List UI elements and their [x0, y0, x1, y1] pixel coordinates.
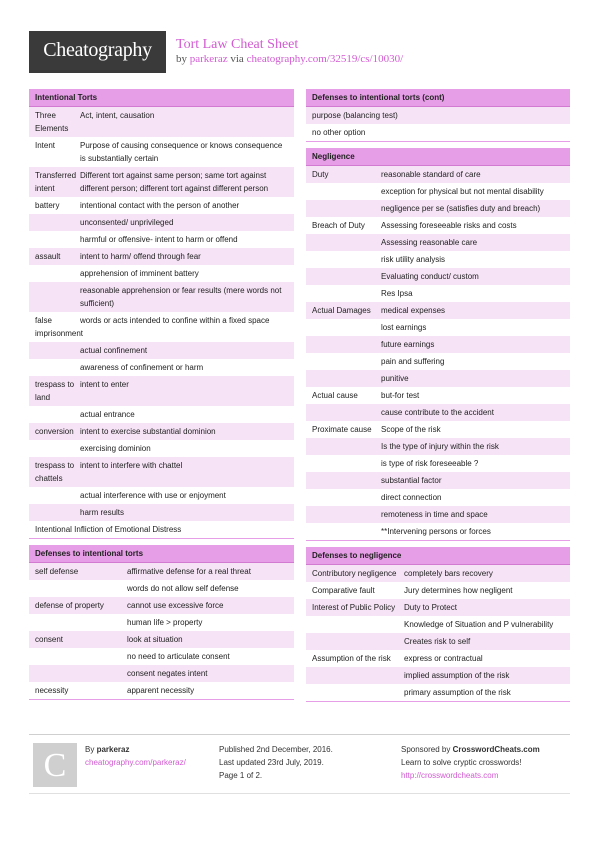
- row-term: [29, 489, 80, 502]
- table-row: [306, 633, 570, 650]
- row-term: [306, 669, 404, 682]
- table-row: [306, 268, 570, 285]
- row-term: [306, 253, 381, 266]
- section-end-rule: [306, 141, 570, 142]
- row-definition: Is the type of injury within the risk: [381, 442, 499, 451]
- row-term: [29, 361, 80, 374]
- row-definition: direct connection: [381, 493, 442, 502]
- table-row: [29, 597, 294, 614]
- row-term: [29, 344, 80, 357]
- row-definition: consent negates intent: [127, 669, 208, 678]
- row-definition: but-for test: [381, 391, 420, 400]
- table-row: [29, 137, 294, 167]
- table-row: [306, 489, 570, 506]
- left-column: [29, 89, 294, 706]
- row-term: [29, 408, 80, 421]
- row-term: [306, 440, 381, 453]
- row-term: Actual Damages: [312, 306, 371, 315]
- row-definition: words do not allow self defense: [127, 584, 239, 593]
- table-row: [29, 614, 294, 631]
- table-row: [29, 167, 294, 197]
- row-definition: Act, intent, causation: [80, 111, 155, 120]
- row-definition: Jury determines how negligent: [404, 586, 513, 595]
- row-definition: exception for physical but not mental disability: [381, 187, 544, 196]
- row-definition: actual confinement: [80, 346, 148, 355]
- table-row: [306, 523, 570, 540]
- row-definition: medical expenses: [381, 306, 446, 315]
- table-row: [29, 214, 294, 231]
- author-link[interactable]: parkeraz: [189, 53, 228, 65]
- byline: [176, 53, 403, 65]
- row-term: [306, 372, 381, 385]
- row-definition: negligence per se (satisfies duty and breach): [381, 204, 541, 213]
- table-row: [29, 107, 294, 137]
- row-term: trespass to chattels: [35, 461, 75, 483]
- row-definition: punitive: [381, 374, 409, 383]
- row-definition: apparent necessity: [127, 686, 195, 695]
- row-definition: awareness of confinement or harm: [80, 363, 204, 372]
- table-row: [29, 406, 294, 423]
- footer-by-label: By: [85, 745, 95, 754]
- row-definition: Res Ipsa: [381, 289, 413, 298]
- table-row: [306, 565, 570, 582]
- table-row: [29, 457, 294, 487]
- page-number: Page 1 of 2.: [219, 771, 263, 780]
- row-term: [306, 457, 381, 470]
- table-row: [306, 302, 570, 319]
- section-end-rule: [306, 540, 570, 541]
- row-definition: look at situation: [127, 635, 183, 644]
- table-row: [306, 582, 570, 599]
- table-row: [306, 166, 570, 183]
- row-term: Actual cause: [312, 391, 358, 400]
- row-term: [306, 508, 381, 521]
- table-row: [29, 440, 294, 457]
- cheatography-logo[interactable]: [29, 31, 166, 73]
- row-term: Interest of Public Policy: [312, 603, 396, 612]
- row-term: [306, 338, 381, 351]
- row-definition: harm results: [80, 508, 125, 517]
- row-term: [306, 236, 381, 249]
- row-term: [306, 321, 381, 334]
- row-definition: Assessing reasonable care: [381, 238, 478, 247]
- sponsor-name: CrosswordCheats.com: [452, 745, 540, 754]
- row-definition: reasonable apprehension or fear results (mere words not sufficient): [80, 286, 282, 308]
- row-definition: exercising dominion: [80, 444, 151, 453]
- table-row: [29, 423, 294, 440]
- table-row: [29, 265, 294, 282]
- table-row: [306, 667, 570, 684]
- table-row: [306, 370, 570, 387]
- table-row: [306, 107, 570, 124]
- row-definition: intent to harm/ offend through fear: [80, 252, 201, 261]
- row-definition: Evaluating conduct/ custom: [381, 272, 479, 281]
- row-term: defense of property: [35, 601, 104, 610]
- footer-author-name: parkeraz: [96, 745, 130, 754]
- page-header: [0, 0, 600, 82]
- by-label: by: [176, 53, 187, 65]
- table-row: [306, 285, 570, 302]
- row-definition: lost earnings: [381, 323, 427, 332]
- row-term: assault: [35, 252, 61, 261]
- logo-text: Cheatography: [43, 39, 152, 61]
- section-heading: Defenses to intentional torts: [29, 545, 294, 563]
- table-row: [29, 359, 294, 376]
- table-row: [306, 455, 570, 472]
- row-definition: human life > property: [127, 618, 203, 627]
- table-row: [29, 487, 294, 504]
- row-term: battery: [35, 201, 60, 210]
- row-term: self defense: [35, 567, 79, 576]
- row-term: [29, 442, 80, 455]
- row-text: Intentional Infliction of Emotional Distress: [35, 525, 182, 534]
- table-row: [306, 684, 570, 701]
- row-term: [306, 355, 381, 368]
- row-term: Breach of Duty: [312, 221, 365, 230]
- row-term: [306, 686, 404, 699]
- row-term: [29, 582, 127, 595]
- section-defenses-to-negligence: [306, 547, 570, 702]
- row-term: Assumption of the risk: [312, 654, 391, 663]
- row-definition: Assessing foreseeable risks and costs: [381, 221, 517, 230]
- table-row: [306, 421, 570, 438]
- row-definition: cannot use excessive force: [127, 601, 224, 610]
- row-definition: risk utility analysis: [381, 255, 446, 264]
- row-term: [306, 635, 404, 648]
- row-definition: intent to interfere with chattel: [80, 461, 183, 470]
- right-column: [306, 89, 570, 708]
- row-text: purpose (balancing test): [312, 111, 398, 120]
- table-row: [306, 438, 570, 455]
- section-defenses-to-intentional-torts: [29, 545, 294, 700]
- table-row: [306, 506, 570, 523]
- row-definition: Knowledge of Situation and P vulnerability: [404, 620, 554, 629]
- row-definition: intent to exercise substantial dominion: [80, 427, 216, 436]
- table-row: [29, 342, 294, 359]
- row-definition: intent to enter: [80, 380, 129, 389]
- table-row: [29, 312, 294, 342]
- row-term: Three Elements: [35, 111, 69, 133]
- row-term: [29, 650, 127, 663]
- table-row: [29, 563, 294, 580]
- row-term: false imprisonment: [35, 316, 84, 338]
- row-definition: reasonable standard of care: [381, 170, 481, 179]
- row-term: [306, 287, 381, 300]
- table-row: [306, 472, 570, 489]
- avatar-letter: C: [43, 747, 67, 784]
- section-intentional-torts: [29, 89, 294, 539]
- row-definition: Scope of the risk: [381, 425, 441, 434]
- row-term: trespass to land: [35, 380, 75, 402]
- table-row: [306, 650, 570, 667]
- row-definition: Duty to Protect: [404, 603, 457, 612]
- row-definition: no need to articulate consent: [127, 652, 230, 661]
- row-definition: pain and suffering: [381, 357, 445, 366]
- table-row: [306, 353, 570, 370]
- table-row: [306, 404, 570, 421]
- via-label: via: [230, 53, 244, 65]
- section-defenses-to-intentional-torts-cont: [306, 89, 570, 142]
- row-term: [306, 474, 381, 487]
- row-term: Contributory negligence: [312, 569, 397, 578]
- table-row: [306, 336, 570, 353]
- footer-dates: [219, 743, 333, 782]
- row-term: [29, 616, 127, 629]
- row-term: [29, 216, 80, 229]
- row-term: [306, 406, 381, 419]
- row-definition: cause contribute to the accident: [381, 408, 494, 417]
- section-heading: Negligence: [306, 148, 570, 166]
- table-row: [306, 387, 570, 404]
- section-heading: Defenses to intentional torts (cont): [306, 89, 570, 107]
- footer-author: [85, 743, 186, 769]
- row-term: Duty: [312, 170, 329, 179]
- row-term: [306, 202, 381, 215]
- row-term: [306, 525, 381, 538]
- row-definition: primary assumption of the risk: [404, 688, 511, 697]
- row-definition: substantial factor: [381, 476, 442, 485]
- footer-sponsor: [401, 743, 540, 782]
- row-definition: apprehension of imminent battery: [80, 269, 199, 278]
- author-avatar: [33, 743, 77, 787]
- table-row: [29, 682, 294, 699]
- section-negligence: [306, 148, 570, 541]
- row-definition: intentional contact with the person of another: [80, 201, 240, 210]
- table-row: [306, 124, 570, 141]
- row-term: Intent: [35, 141, 56, 150]
- table-row: [29, 248, 294, 265]
- table-row: [306, 599, 570, 616]
- updated-date: Last updated 23rd July, 2019.: [219, 758, 324, 767]
- row-term: necessity: [35, 686, 69, 695]
- table-row: [306, 234, 570, 251]
- section-heading: Defenses to negligence: [306, 547, 570, 565]
- table-row: [29, 631, 294, 648]
- section-end-rule: [29, 538, 294, 539]
- row-definition: affirmative defense for a real threat: [127, 567, 251, 576]
- sheet-title: Tort Law Cheat Sheet: [176, 37, 299, 52]
- row-term: [29, 233, 80, 246]
- table-row: [29, 665, 294, 682]
- section-end-rule: [306, 701, 570, 702]
- table-row: [306, 217, 570, 234]
- table-row: [306, 200, 570, 217]
- row-text: no other option: [312, 128, 366, 137]
- table-row: [306, 616, 570, 633]
- sponsor-link[interactable]: http://crosswordcheats.com: [401, 771, 499, 780]
- row-term: [29, 506, 80, 519]
- section-end-rule: [29, 699, 294, 700]
- row-definition: actual interference with use or enjoyment: [80, 491, 226, 500]
- row-definition: Creates risk to self: [404, 637, 471, 646]
- row-term: consent: [35, 635, 64, 644]
- row-term: [306, 270, 381, 283]
- sponsor-text: Learn to solve cryptic crosswords!: [401, 758, 522, 767]
- table-row: [29, 197, 294, 214]
- row-definition: remoteness in time and space: [381, 510, 488, 519]
- row-definition: Different tort against same person; same tort against different person; different tort against different person: [80, 171, 269, 193]
- table-row: [29, 580, 294, 597]
- row-definition: is type of risk foreseeable ?: [381, 459, 479, 468]
- table-row: [306, 319, 570, 336]
- row-definition: implied assumption of the risk: [404, 671, 510, 680]
- table-row: [29, 504, 294, 521]
- row-term: [306, 185, 381, 198]
- table-row: [29, 521, 294, 538]
- row-definition: harmful or offensive- intent to harm or offend: [80, 235, 238, 244]
- sponsor-prefix: Sponsored by: [401, 745, 451, 754]
- page-footer: [29, 734, 570, 784]
- table-row: [29, 648, 294, 665]
- row-definition: future earnings: [381, 340, 435, 349]
- row-term: [306, 491, 381, 504]
- footer-divider: [29, 793, 570, 794]
- row-term: [29, 667, 127, 680]
- row-term: Transferred intent: [35, 171, 77, 193]
- row-definition: express or contractual: [404, 654, 483, 663]
- row-term: [306, 618, 404, 631]
- footer-author-link[interactable]: cheatography.com/parkeraz/: [85, 758, 186, 767]
- table-row: [306, 251, 570, 268]
- table-row: [306, 183, 570, 200]
- table-row: [29, 376, 294, 406]
- row-term: [29, 267, 80, 280]
- published-date: Published 2nd December, 2016.: [219, 745, 333, 754]
- row-term: conversion: [35, 427, 74, 436]
- row-term: [29, 284, 80, 310]
- row-term: Comparative fault: [312, 586, 375, 595]
- row-definition: words or acts intended to confine within a fixed space: [80, 316, 270, 325]
- sheet-url-link[interactable]: cheatography.com/32519/cs/10030/: [246, 53, 404, 65]
- row-definition: **Intervening persons or forces: [381, 527, 491, 536]
- section-heading: Intentional Torts: [29, 89, 294, 107]
- table-row: [29, 231, 294, 248]
- row-definition: unconsented/ unprivileged: [80, 218, 174, 227]
- row-term: Proximate cause: [312, 425, 372, 434]
- row-definition: actual entrance: [80, 410, 135, 419]
- row-definition: Purpose of causing consequence or knows consequence is substantially certain: [80, 141, 283, 163]
- table-row: [29, 282, 294, 312]
- row-definition: completely bars recovery: [404, 569, 493, 578]
